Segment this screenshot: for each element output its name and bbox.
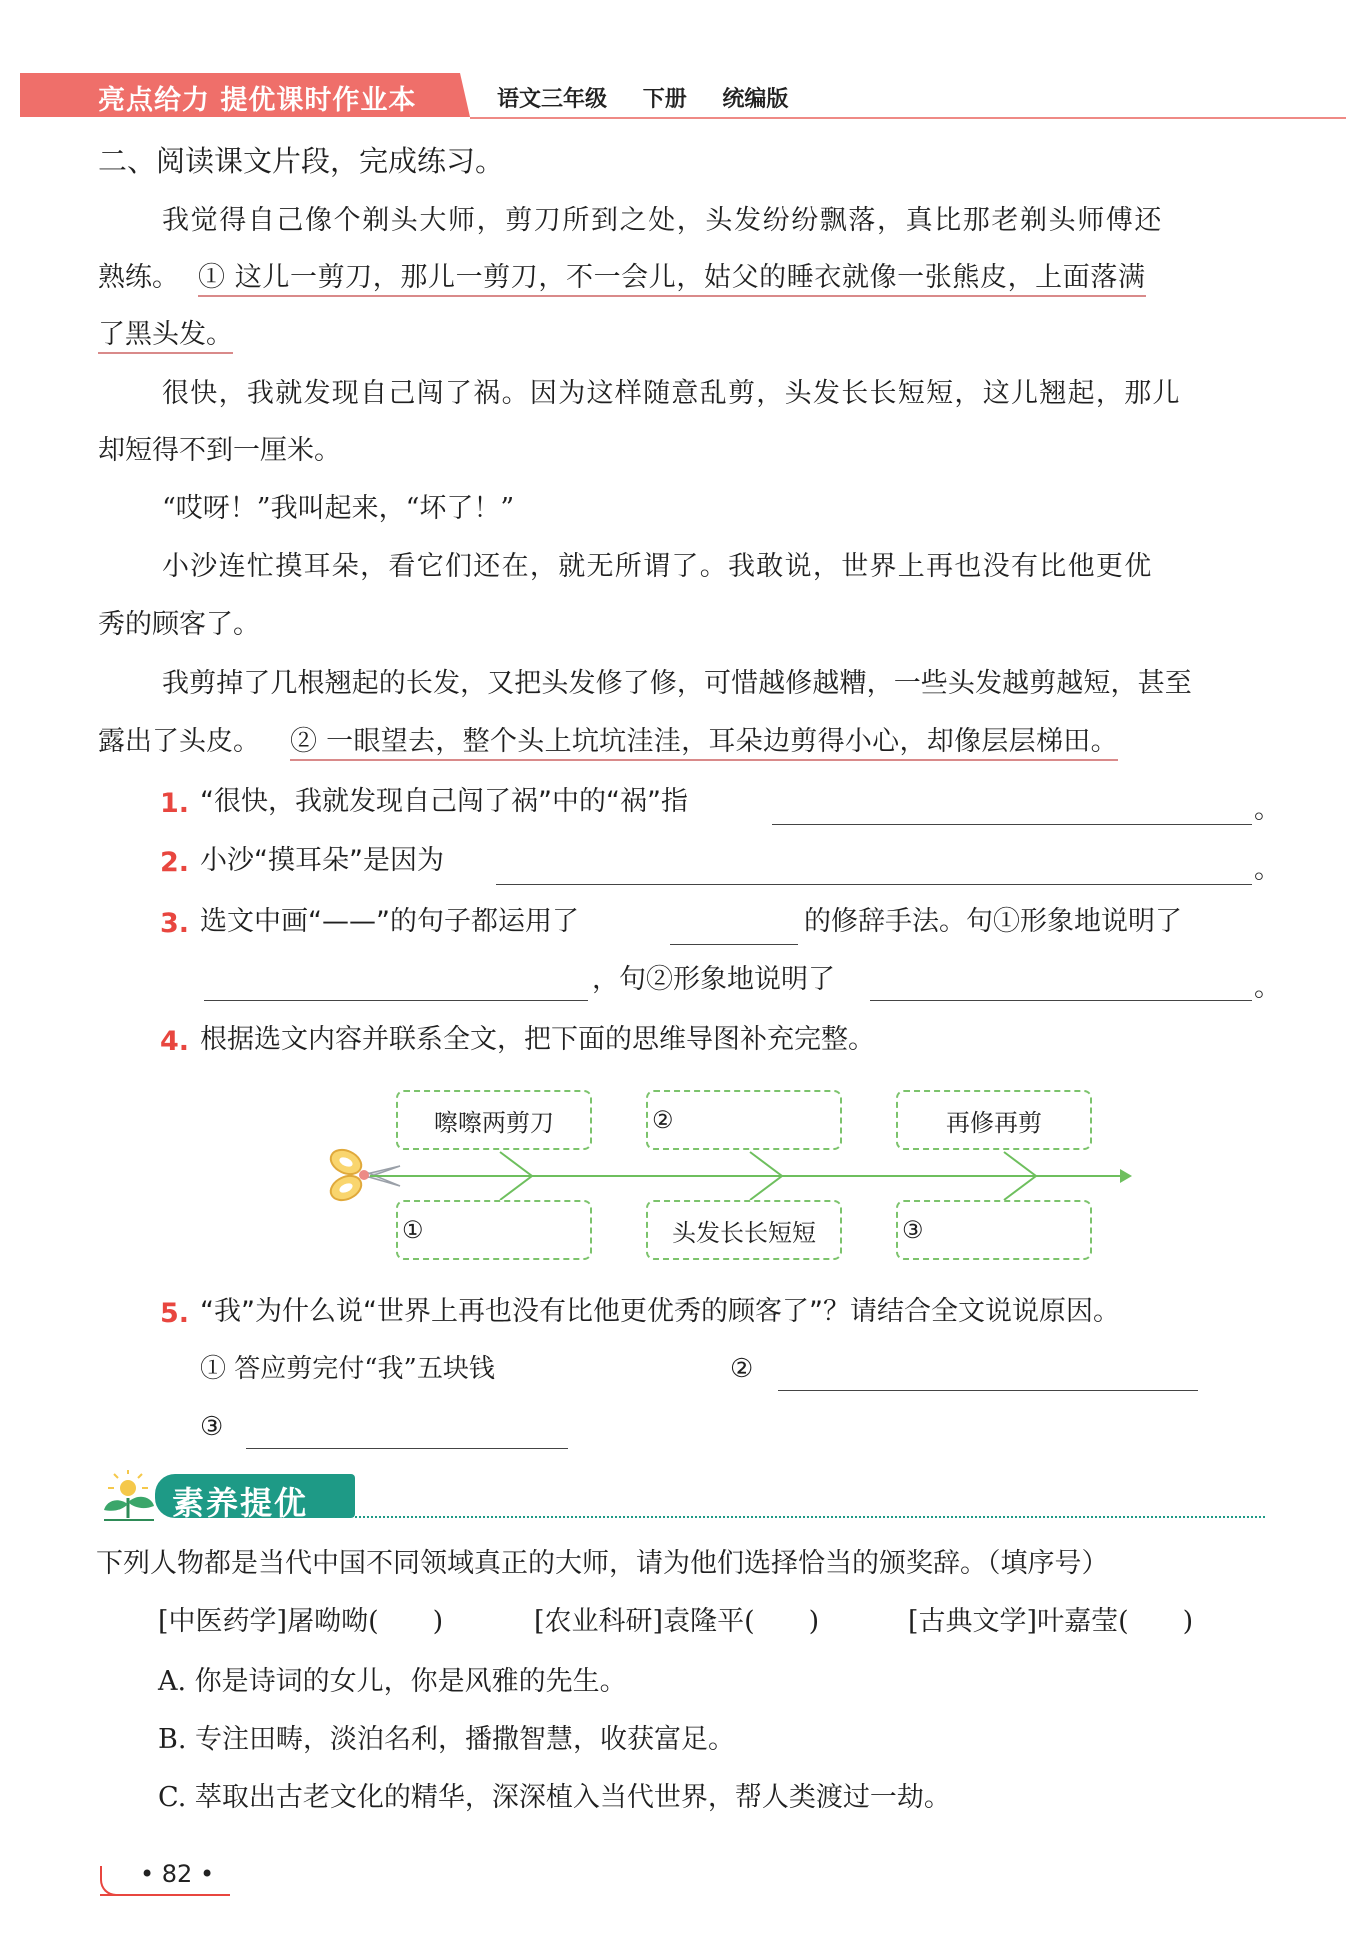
volume-label: 下册 xyxy=(642,87,687,112)
underlined-sentence-1-end: 了黑头发。 xyxy=(98,321,233,354)
page-number-rule xyxy=(100,1894,230,1896)
section-divider xyxy=(355,1516,1265,1518)
question-3-text-a: 选文中画“——”的句子都运用了 xyxy=(200,906,579,937)
question-number: 4. xyxy=(160,1026,190,1057)
period: 。 xyxy=(1254,854,1281,885)
option-b: B. 专注田畴，淡泊名利，播撒智慧，收获富足。 xyxy=(158,1724,736,1755)
option-a: A. 你是诗词的女儿，你是风雅的先生。 xyxy=(158,1666,627,1697)
passage-line: 却短得不到一厘米。 xyxy=(98,435,341,466)
sprout-icon xyxy=(98,1470,158,1524)
award-item-1: [中医药学]屠呦呦( ) xyxy=(158,1606,444,1637)
question-number: 2. xyxy=(160,847,190,878)
section-banner-title: 素养提优 xyxy=(172,1484,309,1522)
answer-blank-5b[interactable] xyxy=(778,1390,1198,1391)
answer-blank-3b[interactable] xyxy=(204,1000,588,1001)
mindmap-node-bottom-3[interactable]: ③ xyxy=(896,1200,1092,1260)
passage-line: 很快，我就发现自己闯了祸。因为这样随意乱剪，头发长长短短，这儿翘起，那儿 xyxy=(162,378,1181,409)
book-title: 亮点给力 提优课时作业本 xyxy=(98,85,417,116)
question-5-text: “我”为什么说“世界上再也没有比他更优秀的顾客了”？请结合全文说说原因。 xyxy=(200,1296,1120,1327)
question-1-text: “很快，我就发现自己闯了祸”中的“祸”指 xyxy=(200,786,688,817)
answer-blank-5c[interactable] xyxy=(246,1448,568,1449)
passage-line: 熟练。 xyxy=(98,262,179,293)
page-number-ornament xyxy=(100,1866,132,1896)
q5-answer-2-label: ② xyxy=(730,1354,754,1384)
passage-line: 我剪掉了几根翘起的长发，又把头发修了修，可惜越修越糟，一些头发越剪越短，甚至 xyxy=(162,668,1192,699)
period: 。 xyxy=(1254,794,1281,825)
section-heading: 二、阅读课文片段，完成练习。 xyxy=(98,144,505,178)
mindmap-spine xyxy=(370,1175,1120,1177)
q5-answer-3-label: ③ xyxy=(200,1412,224,1442)
mindmap-node-top-2[interactable]: ② xyxy=(646,1090,842,1150)
q5-answer-1: ① 答应剪完付“我”五块钱 xyxy=(200,1354,495,1384)
question-4-text: 根据选文内容并联系全文，把下面的思维导图补充完整。 xyxy=(200,1024,875,1055)
mindmap-arrowhead xyxy=(1120,1169,1132,1183)
question-number: 3. xyxy=(160,908,190,939)
question-number: 1. xyxy=(160,788,190,819)
question-3-text-b: 的修辞手法。句①形象地说明了 xyxy=(804,906,1182,937)
underlined-sentence-2: ② 一眼望去，整个头上坑坑洼洼，耳朵边剪得小心，却像层层梯田。 xyxy=(290,728,1118,761)
passage-line: 露出了头皮。 xyxy=(98,726,260,757)
period: 。 xyxy=(1254,972,1281,1003)
page-number: • 82 • xyxy=(140,1860,215,1888)
mindmap-node-top-3: 再修再剪 xyxy=(896,1090,1092,1150)
passage-line: “哎呀！”我叫起来，“坏了！” xyxy=(162,493,515,524)
passage-line: 小沙连忙摸耳朵，看它们还在，就无所谓了。我敢说，世界上再也没有比他更优 xyxy=(162,551,1153,582)
passage-line: 秀的顾客了。 xyxy=(98,609,260,640)
mindmap-node-bottom-2: 头发长长短短 xyxy=(646,1200,842,1260)
grade-label: 语文三年级 xyxy=(497,87,608,112)
question-number: 5. xyxy=(160,1298,190,1329)
book-subtitle xyxy=(497,82,816,113)
mindmap-node-top-1: 嚓嚓两剪刀 xyxy=(396,1090,592,1150)
underlined-sentence-1: ① 这儿一剪刀，那儿一剪刀，不一会儿，姑父的睡衣就像一张熊皮，上面落满 xyxy=(198,264,1146,297)
answer-blank-3a[interactable] xyxy=(670,944,798,945)
option-c: C. 萃取出古老文化的精华，深深植入当代世界，帮人类渡过一劫。 xyxy=(158,1782,951,1813)
section3-prompt: 下列人物都是当代中国不同领域真正的大师，请为他们选择恰当的颁奖辞。（填序号） xyxy=(96,1548,1109,1579)
passage-line: 我觉得自己像个剃头大师，剪刀所到之处，头发纷纷飘落，真比那老剃头师傅还 xyxy=(162,205,1163,236)
question-3-text-c: ，句②形象地说明了 xyxy=(592,964,835,995)
answer-blank-3c[interactable] xyxy=(870,1000,1252,1001)
award-item-3: [古典文学]叶嘉莹( ) xyxy=(908,1606,1194,1637)
answer-blank-2[interactable] xyxy=(496,884,1252,885)
award-item-2: [农业科研]袁隆平( ) xyxy=(534,1606,820,1637)
answer-blank-1[interactable] xyxy=(772,824,1252,825)
question-2-text: 小沙“摸耳朵”是因为 xyxy=(200,845,444,876)
header-rule xyxy=(470,117,1346,119)
mindmap-node-bottom-1[interactable]: ① xyxy=(396,1200,592,1260)
edition-label: 统编版 xyxy=(722,87,789,112)
